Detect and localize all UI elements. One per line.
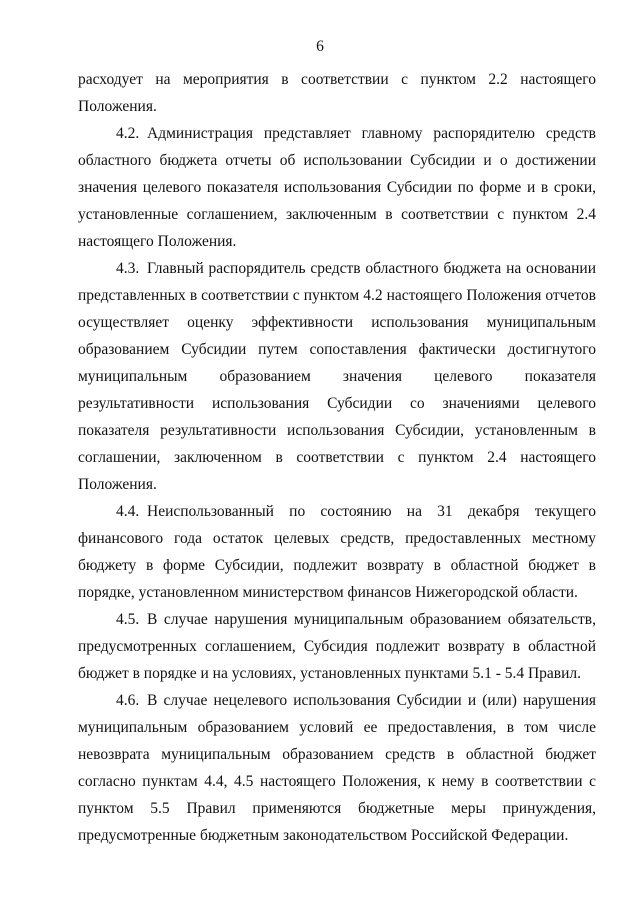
paragraph-4-2 <box>78 120 596 255</box>
paragraph-text: расходует на мероприятия в соответствии с пунктом 2.2 настоящего Положения. <box>78 71 596 115</box>
paragraph-number: 4.2. <box>116 125 140 142</box>
paragraph-4-6 <box>78 687 596 849</box>
paragraph-number: 4.6. <box>116 692 140 709</box>
paragraph-text: В случае нецелевого использования Субсидии и (или) нарушения муниципальным образованием условий ее предоставления, в том числе невозврата муниципальным образованием средств в областной бюджет согласно пунктам 4.4, 4.5 настоящего Положения, к нему в соответствии с пунктом 5.5 Правил применяются бюджетные меры принуждения, предусмотренные бюджетным законодательством Российской Федерации. <box>78 692 596 844</box>
paragraph-number: 4.5. <box>116 611 140 628</box>
paragraph-text: В случае нарушения муниципальным образованием обязательств, предусмотренных соглашением, Субсидия подлежит возврату в областной бюджет в порядке и на условиях, установленных пунктами 5.1 - 5.4 Правил. <box>78 611 596 682</box>
paragraph-number: 4.3. <box>116 260 140 277</box>
document-body <box>78 66 596 849</box>
page-number: 6 <box>316 38 324 55</box>
paragraph-number: 4.4. <box>116 503 140 520</box>
paragraph-text: Главный распорядитель средств областного бюджета на основании представленных в соответствии с пунктом 4.2 настоящего Положения отчетов осуществляет оценку эффективности использования муниципальным образованием Субсидии путем сопоставления фактически достигнутого муниципальным образованием значения целевого показателя результативности использования Субсидии со значениями целевого показателя результативности использования Субсидии, установленным в соглашении, заключенном в соответствии с пунктом 2.4 настоящего Положения. <box>78 260 596 493</box>
paragraph-text: Администрация представляет главному распорядителю средств областного бюджета отчеты об использовании Субсидии и о достижении значения целевого показателя использования Субсидии по форме и в сроки, установленные соглашением, заключенным в соответствии с пунктом 2.4 настоящего Положения. <box>78 125 596 250</box>
paragraph-text: Неиспользованный по состоянию на 31 декабря текущего финансового года остаток целевых средств, предоставленных местному бюджету в форме Субсидии, подлежит возврату в областной бюджет в порядке, установленном министерством финансов Нижегородской области. <box>78 503 596 601</box>
paragraph-4-3 <box>78 255 596 498</box>
paragraph-4-4 <box>78 498 596 606</box>
paragraph-continuation <box>78 66 596 120</box>
paragraph-4-5 <box>78 606 596 687</box>
